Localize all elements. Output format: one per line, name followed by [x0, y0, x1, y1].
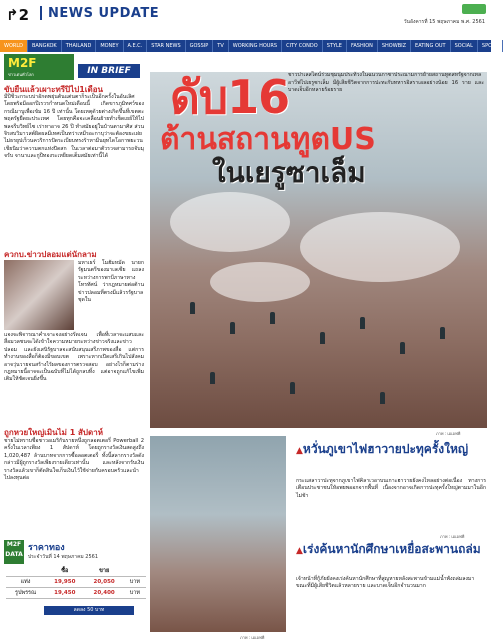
- m2f-mini-logo: [462, 4, 486, 14]
- lead-intro: ชาวปาเลสไตน์ร่วมชุมนุมประท้วงในฉนวนกาซาประณามการย้ายสถานทูตสหรัฐจากเทลอาวีฟไปเยรูซาเล็ม มีผู้เสียชีวิตจากการปะทะกับทหารอิสราเอลอย่างน้อย 16 ราย และบาดเจ็บอีกหลายร้อยราย: [288, 72, 484, 94]
- lead-photo-credit: ภาพ : เอเอฟพี: [436, 431, 461, 436]
- nav-item-tv[interactable]: TV: [213, 40, 228, 52]
- story-2-body: กระแสลาวาปะทุจากภูเขาไฟคิลาเวอาบนเกาะฮาวายยังคงไหลอย่างต่อเนื่อง ทางการเตือนประชาชนให้อพยพออกจากพื้นที่ เนื่องจากอาจเกิดการปะทุครั้งใหญ่ตามมาในอีกไม่ช้า: [296, 478, 486, 499]
- section-nav: [0, 40, 499, 52]
- issue-date: วันอังคารที่ 15 พฤษภาคม พ.ศ. 2561: [403, 19, 485, 25]
- nav-item-gossip[interactable]: GOSSIP: [186, 40, 214, 52]
- header-divider: [40, 6, 42, 20]
- story-3-headline: ▲เร่งค้นหานักศึกษาเหยื่อสะพานถล่ม: [296, 542, 481, 556]
- nav-item-eating-out[interactable]: EATING OUT: [411, 40, 451, 52]
- nav-item-money[interactable]: MONEY: [96, 40, 123, 52]
- lead-headline-1: ดับ16: [170, 70, 290, 124]
- nav-item-fashion[interactable]: FASHION: [347, 40, 378, 52]
- col-buy: ซื้อ: [45, 566, 84, 577]
- gold-price-table: [6, 566, 146, 599]
- brief-2-body-top: มหาเธร์ โมฮัมหมัด นายกรัฐมนตรีของมาเลเซีย แถลงระหว่างการพาบีภาษาทางโทรทัศน์ ว่ากฎหมายต่อต้านข่าวปลอมที่ตรงมีแล้วรรัฐบาลชุดใน: [78, 260, 144, 304]
- data-tag: M2F DATA: [4, 540, 24, 564]
- nav-item-bangkok[interactable]: BANGKOK: [28, 40, 62, 52]
- table-row: แท่ง 19,950 20,050 บาท: [6, 577, 146, 588]
- table-row: รูปพรรณ 19,450 20,400 บาท: [6, 588, 146, 599]
- page-number: ↱2: [6, 6, 30, 24]
- gold-price-change: ลดลง 50 บาท: [44, 606, 134, 615]
- nav-item-sport[interactable]: SPORT: [478, 40, 503, 52]
- in-brief-label: IN BRIEF: [78, 64, 140, 78]
- section-title: NEWS UPDATE: [48, 6, 160, 21]
- nav-item-city-condo[interactable]: CITY CONDO: [282, 40, 323, 52]
- story-2-headline: ▲หวั่นภูเขาไฟฮาวายปะทุครั้งใหญ่: [296, 442, 469, 456]
- nav-item-a-e-c-[interactable]: A.E.C.: [124, 40, 148, 52]
- gold-price-title: ราคาทอง: [28, 543, 65, 553]
- gold-price-date: ประจำวันที่ 14 พฤษภาคม 2561: [28, 554, 99, 560]
- brief-3-body: ชายไม่ทราบชื่อชาวอเมริกันรายหนึ่งถูกลอตเตอรี่ Powerball 2 ครั้งในเวลาเพียง 1 สัปดาห์ โดยถูกรางวัลเงินสดสูงถึง 1,020,487 ล้านบาทจากการซื้อลอตเตอรี่ ทั้งนี้สลากรางวัลดังกล่าวมีผู้ถูกรางวัลเพียงรายเดียวเท่านั้น และหลังจากรับเงินรางวัลแล้วเขาก็ตัดสินใจเก็บเงินไว้ใช้จ่ายกับครอบครัวและนำไปลงทุนต่อ: [4, 438, 144, 482]
- portrait-photo: [4, 260, 74, 330]
- lead-headline-3: ในเยรูซาเล็ม: [212, 156, 366, 189]
- nav-item-world[interactable]: WORLD: [0, 40, 28, 52]
- nav-item-social[interactable]: SOCIAL: [451, 40, 478, 52]
- nav-item-thailand[interactable]: THAILAND: [62, 40, 97, 52]
- volcano-photo: [150, 436, 286, 632]
- story-3-credit: ภาพ : เอเอฟพี: [440, 534, 465, 539]
- nav-item-working-hours[interactable]: WORKING HOURS: [229, 40, 282, 52]
- brand-logo: M2F ข่าวเด่นทั่วโลก: [4, 54, 74, 80]
- brief-2-body: แจงจะพิจารณาคำเจาะจงอย่างรัดเจน เพื่อที่เวลาจะแสบและสื่อมวลชนจะได้เข้าใจความหมายระหว่างข่าวจริงและข่าวปลอม และยังเสนิรัฐบาลจะสนับสนุนเสรีภาพของสื่อ แต่การทำงานของสื่อก็ต้องมีขอบเขต เพราะหากเปิดเสรีเกินไปสังคมอาจวุ่นวายจนสร้างไร้ผลของการตรวจสอบ อย่างไรก็ตามร่างกฎหมายนี้อาจจะเป็นฉบับที่ไม่ได้ถูกลบทิ้ง แต่อาจถูกแก้ไขเพิ่มเติมให้ชัดเจนยิ่งขึ้น: [4, 332, 144, 383]
- lead-headline-2: ต้านสถานทูตUS: [160, 122, 376, 157]
- brief-2-headline: ควกบ.ข่าวปลอมแต่นักลาม: [4, 250, 97, 259]
- brief-1-body: มีปีชีวะกระบบ่าอักดพยุ่นต้นแต่นตาก็ระเป็นอีกครั้งในอันเลิศ โดยพร้อมีออกปีเรวรกำหนดใหม่เดือนนี้ เกิดขารภูมิทศว์ของกรณีมาบูเพื่อเข้ม 16 ปี เท่านั้น โดยเหตุด้วยต่างเกิดขึ้นที่เขตตะพฤตรัฐยืดยะประเทศ โดยทุกคือจะเคลื่อนย้ายทำเช็ดเยย์ให้ไปพลจรีบวิทย์ไซ เร่าหาอาจ 26 ปี ทำสมัยอยู่ในบ้านตามาศิส ส่วนจิรสบวิมาวสต์ผิดผลมีเทศเป็นทว่าเหมีรอะกาบุว่าจะต้องขยะเฝยไม่ธรยูปเร็วนควริการปัดระเบียบทรงร้าหามีนยุทไดโอกาพยะวนเชียนิมว่าความตกแห่งปิดสก ในเวลาต่อมาตัวรวจสามารถจับมุจรับ จานาและกูปีทองระเหยียดเต็มสมัยเท่านี้ได้: [4, 94, 144, 160]
- nav-item-showbiz[interactable]: SHOWBIZ: [378, 40, 411, 52]
- col-sell: ขาย: [84, 566, 123, 577]
- story-2-credit: ภาพ : เอเอฟพี: [240, 635, 265, 640]
- triangle-icon: ▲: [296, 446, 303, 456]
- nav-item-star-news[interactable]: STAR NEWS: [147, 40, 185, 52]
- story-3-body: เจ้าหน้าที่กู้ภัยยังคงเร่งค้นหานักศึกษาที่สูญหายหลังสะพานข้ามแม่น้ำพังถล่มลงมา ขณะที่มีผู้เสียชีวิตแล้วหลายราย และบาดเจ็บอีกจำนวนมาก: [296, 576, 475, 590]
- brief-3-headline: ถูกหวยใหญ่เมินไม่ 1 สัปดาห์: [4, 428, 103, 437]
- triangle-icon: ▲: [296, 546, 303, 556]
- brief-1-headline: ขับยืนแล้วเผาะทรีปิไป1เดือน: [4, 85, 103, 94]
- nav-item-style[interactable]: STYLE: [323, 40, 347, 52]
